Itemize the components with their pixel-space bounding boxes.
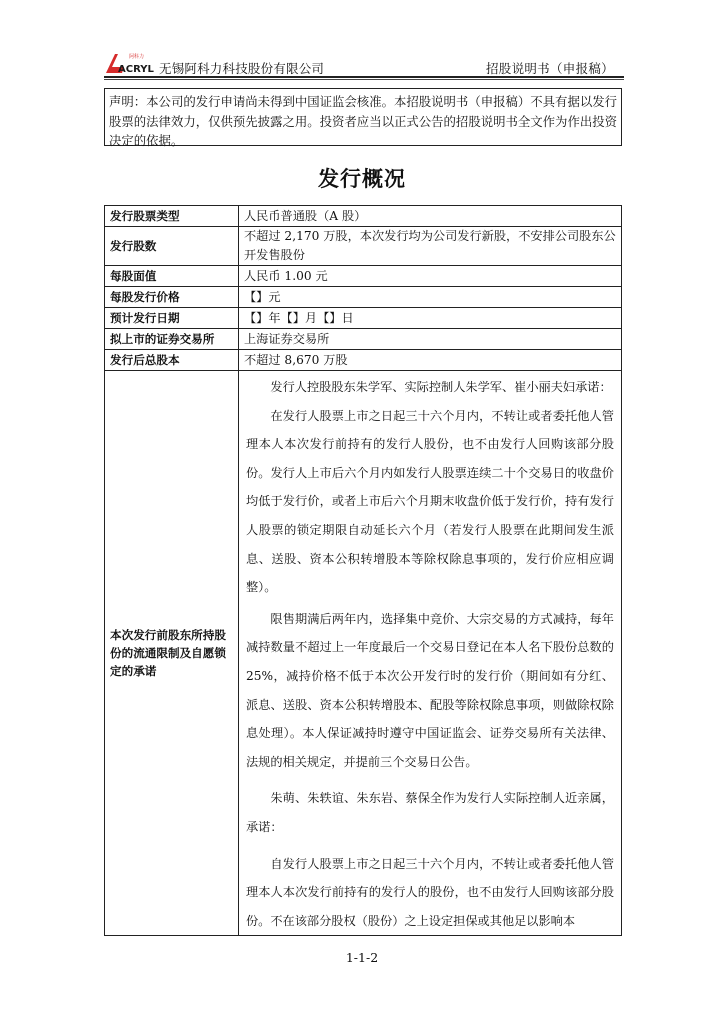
row-label: 发行股票类型 xyxy=(105,206,239,227)
acryl-logo-icon xyxy=(104,52,156,74)
row-value: 不超过 2,170 万股，本次发行均为公司发行新股，不安排公司股东公开发售股份 xyxy=(239,227,622,266)
header-rule xyxy=(104,76,624,78)
lockup-commitment xyxy=(239,371,622,936)
table-row-lockup xyxy=(105,371,622,936)
document-title: 招股说明书（申报稿） xyxy=(485,61,614,76)
page-number: 1-1-2 xyxy=(345,950,379,965)
row-label: 每股面值 xyxy=(105,266,239,287)
table-row xyxy=(105,287,622,308)
table-row xyxy=(105,308,622,329)
disclaimer-statement: 声明：本公司的发行申请尚未得到中国证监会核准。本招股说明书（申报稿）不具有据以发行股票的法律效力，仅供预先披露之用。投资者应当以正式公告的招股说明书全文作为作出投资决定的依据。 xyxy=(104,88,622,146)
lockup-paragraph: 发行人控股股东朱学军、实际控制人朱学军、崔小丽夫妇承诺： xyxy=(270,380,612,394)
row-label: 预计发行日期 xyxy=(105,308,239,329)
row-value: 【】年【】月【】日 xyxy=(239,308,622,329)
table-row xyxy=(105,266,622,287)
row-value: 上海证券交易所 xyxy=(239,329,622,350)
company-name: 无锡阿科力科技股份有限公司 xyxy=(159,61,325,76)
row-label: 每股发行价格 xyxy=(105,287,239,308)
logo-text: ACRYL xyxy=(118,64,154,74)
table-row xyxy=(105,206,622,227)
section-title: 发行概况 xyxy=(318,167,406,191)
lockup-paragraph: 自发行人股票上市之日起三十六个月内，不转让或者委托他人管理本人本次发行前持有的发行人的股份，也不由发行人回购该部分股份。不在该部分股权（股份）之上设定担保或其他足以影响本 xyxy=(246,856,614,928)
row-value: 不超过 8,670 万股 xyxy=(239,350,622,371)
table-row xyxy=(105,350,622,371)
table-row xyxy=(105,329,622,350)
row-label: 发行股数 xyxy=(105,227,239,266)
page-header xyxy=(104,52,624,76)
row-value: 人民币普通股（A 股） xyxy=(239,206,622,227)
row-label: 拟上市的证券交易所 xyxy=(105,329,239,350)
row-value: 人民币 1.00 元 xyxy=(239,266,622,287)
offering-overview-table xyxy=(104,205,622,936)
lockup-paragraph: 限售期满后两年内，选择集中竞价、大宗交易的方式减持，每年减持数量不超过上一年度最后一个交易日登记在本人名下股份总数的 25%，减持价格不低于本次公开发行时的发行价（期间如有分红、派息、送股、资本公积转增股本、配股等除权除息事项，则做除权除息处理）。本人保证减持时遵守中国证监会、证券交易所有关法律、法规的相关规定，并提前三个交易日公告。 xyxy=(246,611,614,769)
lockup-paragraph: 朱萌、朱轶谊、朱东岩、蔡保全作为发行人实际控制人近亲属，承诺： xyxy=(246,791,614,834)
table-row xyxy=(105,227,622,266)
header-rule-thin xyxy=(104,79,624,80)
logo-tag: 阿科力 xyxy=(129,54,145,60)
row-label: 发行后总股本 xyxy=(105,350,239,371)
lockup-paragraph: 在发行人股票上市之日起三十六个月内，不转让或者委托他人管理本人本次发行前持有的发行人股份，也不由发行人回购该部分股份。发行人上市后六个月内如发行人股票连续二十个交易日的收盘价均低于发行价，或者上市后六个月期末收盘价低于发行价，持有发行人股票的锁定期限自动延长六个月（若发行人股票在此期间发生派息、送股、资本公积转增股本等除权除息事项的，发行价应相应调整）。 xyxy=(246,408,614,595)
row-value: 【】元 xyxy=(239,287,622,308)
lockup-label: 本次发行前股东所持股份的流通限制及自愿锁定的承诺 xyxy=(105,371,239,936)
